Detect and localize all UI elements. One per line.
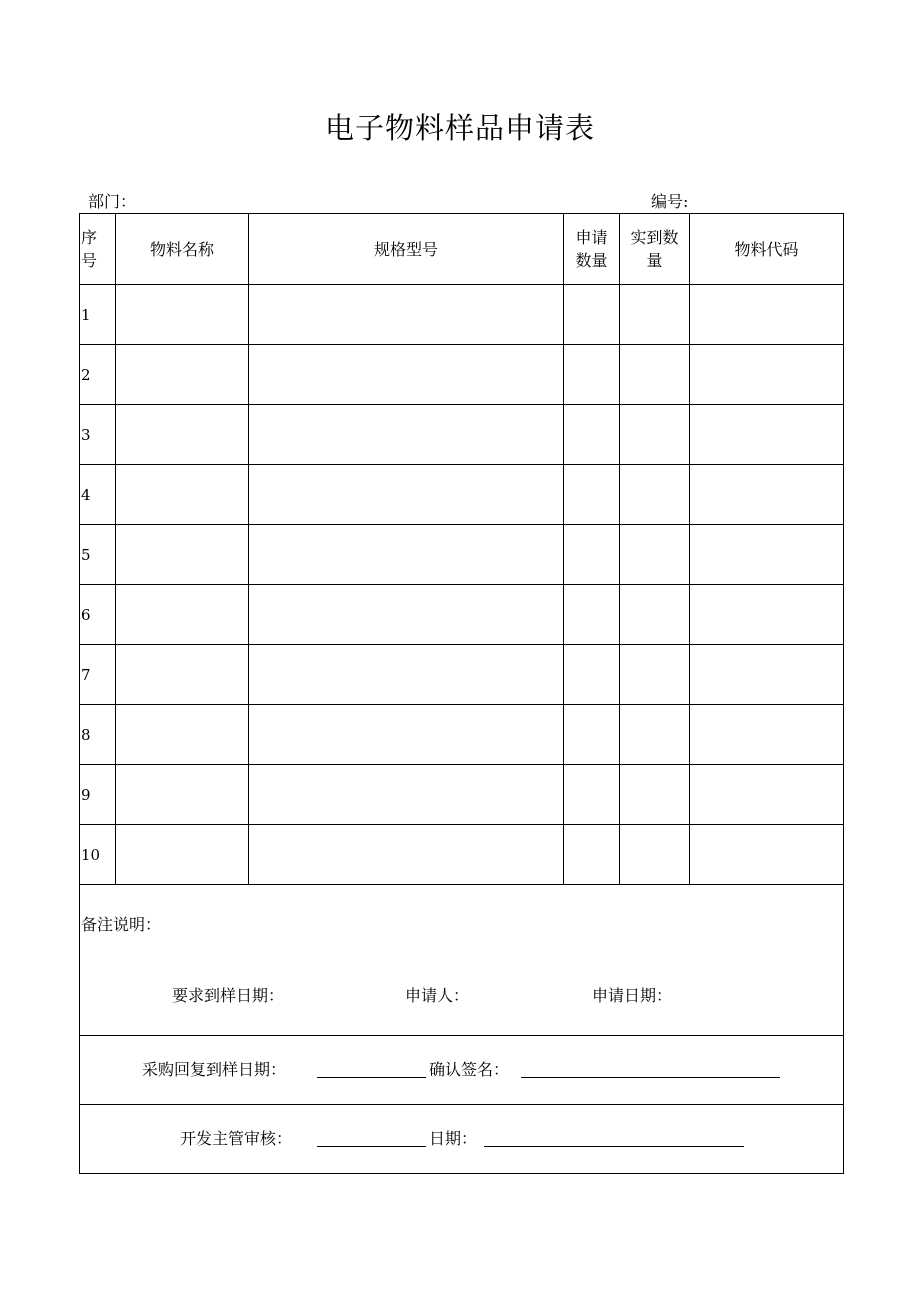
table-row <box>80 765 844 825</box>
row-number: 10 <box>80 825 116 885</box>
table-row <box>80 525 844 585</box>
material-name-cell[interactable] <box>116 405 249 465</box>
purchase-reply-section <box>80 1036 844 1105</box>
row-number: 6 <box>80 585 116 645</box>
material-code-cell[interactable] <box>690 525 844 585</box>
table-row <box>80 825 844 885</box>
material-code-cell[interactable] <box>690 345 844 405</box>
sample-request-table <box>79 213 844 1174</box>
header-request-quantity-line1: 申请 <box>575 228 608 247</box>
dev-manager-review-label: 开发主管审核： <box>180 1129 293 1148</box>
header-seq-line2: 号 <box>81 251 98 270</box>
remarks-label: 备注说明： <box>81 915 162 934</box>
actual-quantity-cell[interactable] <box>620 525 690 585</box>
header-material-name: 物料名称 <box>116 214 249 285</box>
material-name-cell[interactable] <box>116 585 249 645</box>
material-name-cell[interactable] <box>116 465 249 525</box>
row-number: 2 <box>80 345 116 405</box>
request-quantity-cell[interactable] <box>564 585 620 645</box>
material-code-cell[interactable] <box>690 765 844 825</box>
request-quantity-cell[interactable] <box>564 525 620 585</box>
request-quantity-cell[interactable] <box>564 465 620 525</box>
actual-quantity-cell[interactable] <box>620 765 690 825</box>
applicant-label: 申请人： <box>405 986 470 1005</box>
table-row <box>80 345 844 405</box>
actual-quantity-cell[interactable] <box>620 345 690 405</box>
dev-review-cell <box>80 1105 844 1174</box>
required-date-label: 要求到样日期： <box>172 986 285 1005</box>
material-code-cell[interactable] <box>690 285 844 345</box>
actual-quantity-cell[interactable] <box>620 825 690 885</box>
specification-cell[interactable] <box>249 465 564 525</box>
request-quantity-cell[interactable] <box>564 405 620 465</box>
table-header-row <box>80 214 844 285</box>
specification-cell[interactable] <box>249 645 564 705</box>
actual-quantity-cell[interactable] <box>620 705 690 765</box>
row-number: 3 <box>80 405 116 465</box>
purchase-reply-cell <box>80 1036 844 1105</box>
request-quantity-cell[interactable] <box>564 285 620 345</box>
material-code-cell[interactable] <box>690 645 844 705</box>
table-row <box>80 405 844 465</box>
material-name-cell[interactable] <box>116 525 249 585</box>
header-specification: 规格型号 <box>249 214 564 285</box>
specification-cell[interactable] <box>249 285 564 345</box>
material-name-cell[interactable] <box>116 285 249 345</box>
table-row <box>80 585 844 645</box>
serial-number-label: 编号: <box>651 192 689 211</box>
confirm-signature-field[interactable] <box>521 1077 780 1078</box>
material-name-cell[interactable] <box>116 705 249 765</box>
table-row <box>80 465 844 525</box>
header-seq-line1: 序 <box>81 228 98 247</box>
request-quantity-cell[interactable] <box>564 345 620 405</box>
table-row <box>80 705 844 765</box>
header-request-quantity <box>564 214 620 285</box>
request-quantity-cell[interactable] <box>564 825 620 885</box>
material-name-cell[interactable] <box>116 825 249 885</box>
header-actual-quantity-line1: 实到数 <box>630 228 679 247</box>
material-code-cell[interactable] <box>690 405 844 465</box>
dev-review-section <box>80 1105 844 1174</box>
actual-quantity-cell[interactable] <box>620 405 690 465</box>
actual-quantity-cell[interactable] <box>620 585 690 645</box>
specification-cell[interactable] <box>249 405 564 465</box>
actual-quantity-cell[interactable] <box>620 465 690 525</box>
header-material-code: 物料代码 <box>690 214 844 285</box>
specification-cell[interactable] <box>249 825 564 885</box>
header-actual-quantity <box>620 214 690 285</box>
department-label: 部门： <box>88 192 137 211</box>
material-name-cell[interactable] <box>116 345 249 405</box>
apply-date-label: 申请日期： <box>592 986 673 1005</box>
material-name-cell[interactable] <box>116 645 249 705</box>
specification-cell[interactable] <box>249 525 564 585</box>
specification-cell[interactable] <box>249 705 564 765</box>
material-code-cell[interactable] <box>690 825 844 885</box>
table-row <box>80 645 844 705</box>
request-quantity-cell[interactable] <box>564 705 620 765</box>
material-code-cell[interactable] <box>690 585 844 645</box>
row-number: 4 <box>80 465 116 525</box>
specification-cell[interactable] <box>249 765 564 825</box>
form-title: 电子物料样品申请表 <box>324 111 595 145</box>
actual-quantity-cell[interactable] <box>620 645 690 705</box>
row-number: 1 <box>80 285 116 345</box>
request-quantity-cell[interactable] <box>564 765 620 825</box>
material-code-cell[interactable] <box>690 465 844 525</box>
purchase-reply-date-label: 采购回复到样日期： <box>142 1060 287 1079</box>
row-number: 7 <box>80 645 116 705</box>
actual-quantity-cell[interactable] <box>620 285 690 345</box>
request-quantity-cell[interactable] <box>564 645 620 705</box>
remarks-section <box>80 885 844 1036</box>
remarks-cell[interactable] <box>80 885 844 1036</box>
table-row <box>80 285 844 345</box>
review-date-field[interactable] <box>484 1146 744 1147</box>
review-date-label: 日期： <box>429 1129 478 1148</box>
header-seq <box>80 214 116 285</box>
header-actual-quantity-line2: 量 <box>646 251 663 270</box>
header-request-quantity-line2: 数量 <box>575 251 608 270</box>
specification-cell[interactable] <box>249 585 564 645</box>
purchase-reply-date-field[interactable] <box>317 1077 426 1078</box>
specification-cell[interactable] <box>249 345 564 405</box>
row-number: 9 <box>80 765 116 825</box>
confirm-signature-label: 确认签名： <box>429 1060 510 1079</box>
material-name-cell[interactable] <box>116 765 249 825</box>
dev-manager-review-field[interactable] <box>317 1146 426 1147</box>
row-number: 8 <box>80 705 116 765</box>
material-code-cell[interactable] <box>690 705 844 765</box>
row-number: 5 <box>80 525 116 585</box>
